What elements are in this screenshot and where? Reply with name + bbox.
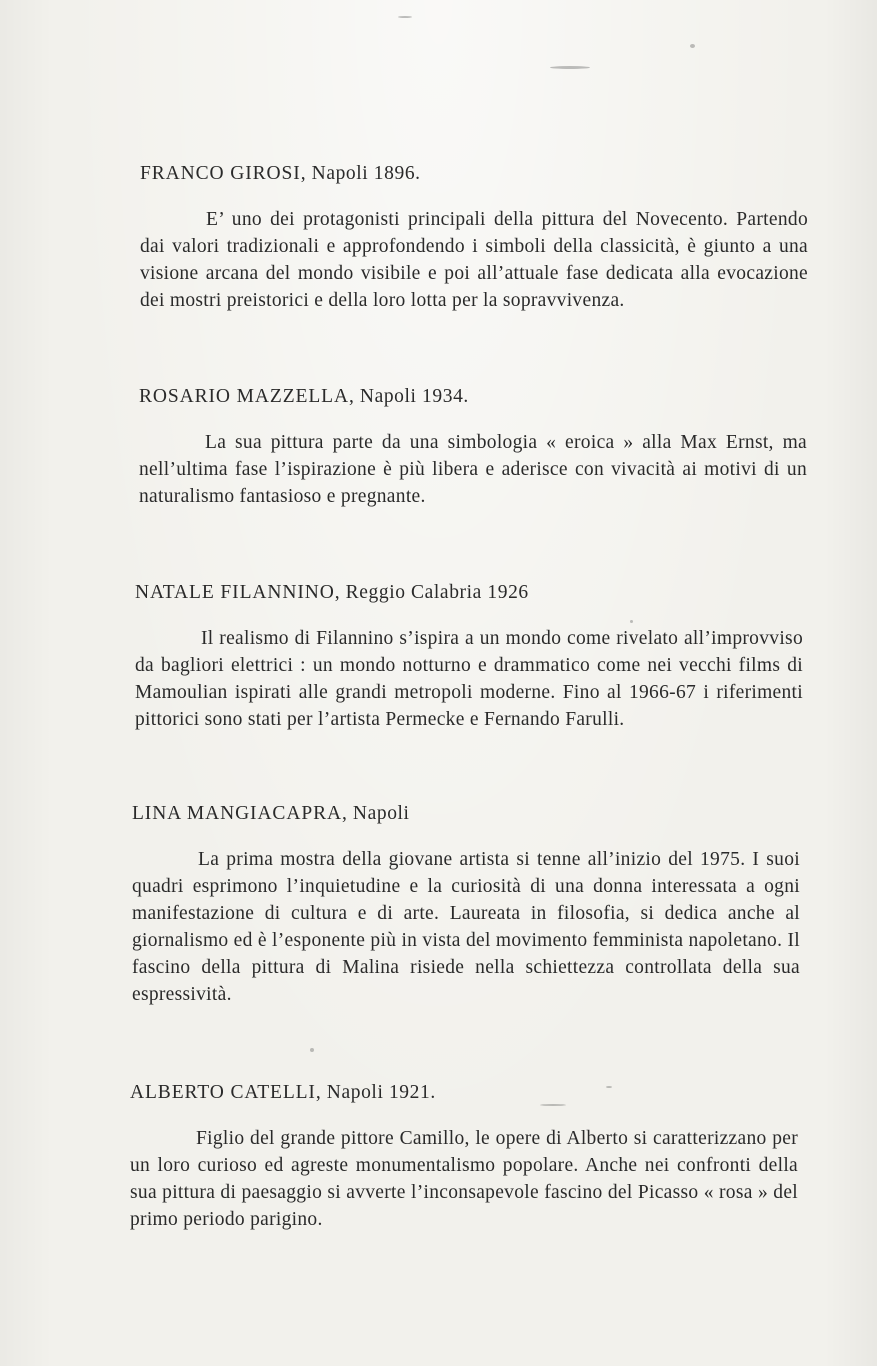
artist-description: Figlio del grande pittore Camillo, le opere di Alberto si caratterizzano per un loro curioso ed agreste monumentalismo popolare. Anche nei confronti della sua pittura di paesaggio si avverte l’inconsapevole fascino del Picasso « rosa » del primo periodo parigino.	[130, 1128, 798, 1230]
artist-heading	[139, 385, 807, 409]
paper-speck	[310, 1048, 314, 1052]
artist-description: Il realismo di Filannino s’ispira a un mondo come rivelato all’improvviso da bagliori elettrici : un mondo notturno e drammatico come nei vecchi films di Mamoulian ispirati alle grandi metropoli moderne. Fino al 1966-67 i riferimenti pittorici sono stati per l’artista Permecke e Fernando Farulli.	[135, 628, 803, 730]
artist-name: ROSARIO MAZZELLA	[139, 386, 349, 407]
paper-speck	[550, 66, 590, 69]
artist-description: La sua pittura parte da una simbologia « eroica » alla Max Ernst, ma nell’ultima fase l’ispirazione è più libera e aderisce con vivacità ai motivi di un naturalismo fantasioso e pregnante.	[139, 432, 807, 507]
artist-name: ALBERTO CATELLI	[130, 1082, 316, 1103]
paper-speck	[398, 16, 412, 18]
artist-heading	[132, 802, 800, 826]
artist-entry-mangiacapra	[132, 802, 800, 1008]
artist-entry-mazzella	[139, 385, 807, 510]
artist-entry-filannino	[135, 581, 803, 733]
artist-description: La prima mostra della giovane artista si tenne all’inizio del 1975. I suoi quadri esprimono l’inquietudine e la curiosità di una donna interessata a ogni manifestazione di cultura e di arte. Laureata in filosofia, si dedica anche al giornalismo ed è l’esponente più in vista del movimento femminista napoletano. Il fascino della pittura di Malina risiede nella schiettezza controllata della sua espressività.	[132, 849, 800, 1005]
artist-name: FRANCO GIROSI	[140, 163, 301, 184]
artist-name: LINA MANGIACAPRA	[132, 803, 342, 824]
artist-heading	[135, 581, 803, 605]
paper-speck	[606, 1086, 612, 1088]
paper-speck	[690, 44, 695, 48]
artist-entry-catelli	[130, 1081, 798, 1233]
artist-place-year: , Napoli 1896.	[300, 163, 421, 184]
paper-speck	[630, 620, 633, 623]
artist-description: E’ uno dei protagonisti principali della pittura del Novecento. Partendo dai valori tradizionali e approfondendo i simboli della classicità, è giunto a una visione arcana del mondo visibile e poi all’attuale fase dedicata alla evocazione dei mostri preistorici e della loro lotta per la sopravvivenza.	[140, 209, 808, 311]
artist-heading	[140, 162, 808, 186]
artist-place-year: , Napoli	[341, 803, 410, 824]
artist-place-year: , Napoli 1921.	[315, 1082, 436, 1103]
artist-place-year: , Reggio Calabria 1926	[334, 582, 529, 603]
artist-place-year: , Napoli 1934.	[348, 386, 469, 407]
artist-name: NATALE FILANNINO	[135, 582, 335, 603]
artist-entry-girosi	[140, 162, 808, 314]
artist-heading	[130, 1081, 798, 1105]
paper-speck	[540, 1104, 566, 1106]
